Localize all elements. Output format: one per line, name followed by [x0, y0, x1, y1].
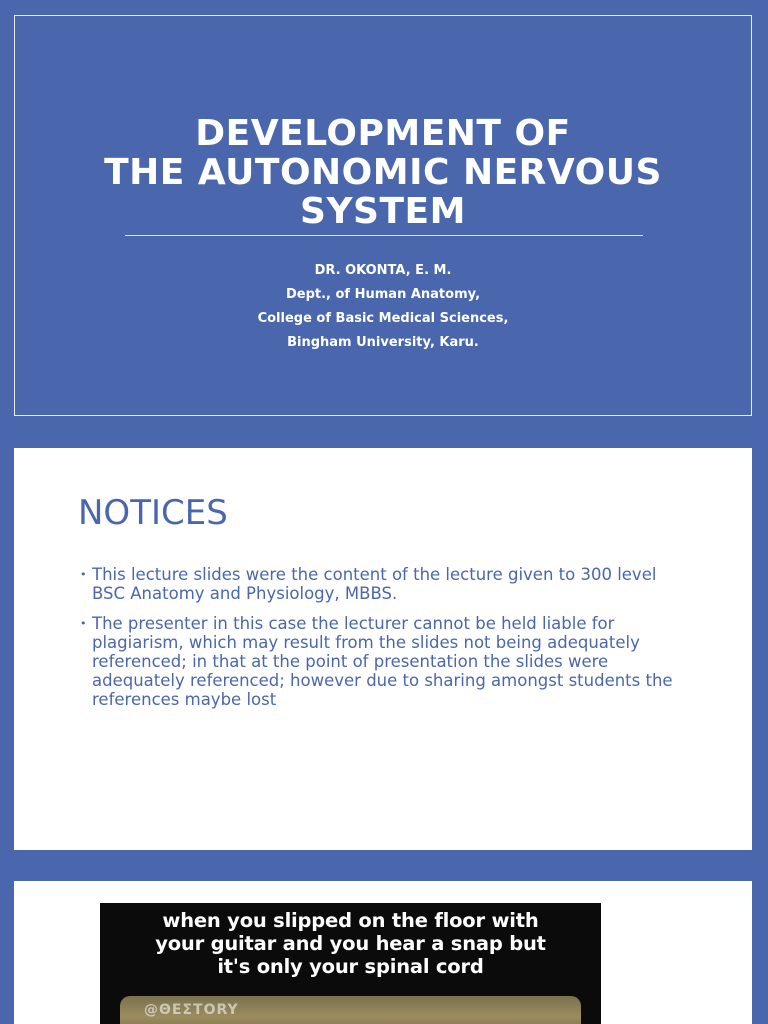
- meme-watermark: @ΘEΣTORY: [144, 1002, 239, 1018]
- title-divider: [125, 235, 643, 236]
- list-item: [78, 565, 682, 603]
- title-line-3: SYSTEM: [300, 191, 466, 232]
- notices-list: [78, 565, 682, 720]
- notices-heading: NOTICES: [78, 493, 228, 533]
- author-college: College of Basic Medical Sciences,: [257, 311, 509, 326]
- author-university: Bingham University, Karu.: [287, 335, 479, 350]
- meme-image: [100, 903, 601, 1024]
- author-department: Dept., of Human Anatomy,: [285, 287, 481, 302]
- meme-slide: [14, 881, 752, 1024]
- slide-title: [15, 114, 751, 231]
- bullet-icon: •: [80, 617, 87, 630]
- notices-slide: [14, 448, 752, 850]
- bullet-text: This lecture slides were the content of the lecture given to 300 level BSC Anatomy and Physiology, MBBS.: [92, 565, 657, 603]
- bullet-text: The presenter in this case the lecturer cannot be held liable for plagiarism, which may result from the slides not being adequately referenced; in that at the point of presentation the slides were adequately referenced; however due to sharing amongst students the references maybe lost: [92, 614, 673, 709]
- list-item: [78, 614, 682, 709]
- author-block: [15, 259, 751, 355]
- meme-caption-line-2: your guitar and you hear a snap but: [155, 932, 546, 955]
- title-line-2: THE AUTONOMIC NERVOUS: [104, 152, 662, 193]
- bullet-icon: •: [80, 568, 87, 581]
- title-line-1: DEVELOPMENT OF: [195, 113, 571, 154]
- title-slide: [14, 15, 752, 416]
- author-name: DR. OKONTA, E. M.: [314, 263, 452, 278]
- meme-caption-line-3: it's only your spinal cord: [217, 955, 484, 978]
- meme-caption-line-1: when you slipped on the floor with: [162, 909, 539, 932]
- meme-photo: [120, 996, 581, 1024]
- meme-caption: [100, 909, 601, 978]
